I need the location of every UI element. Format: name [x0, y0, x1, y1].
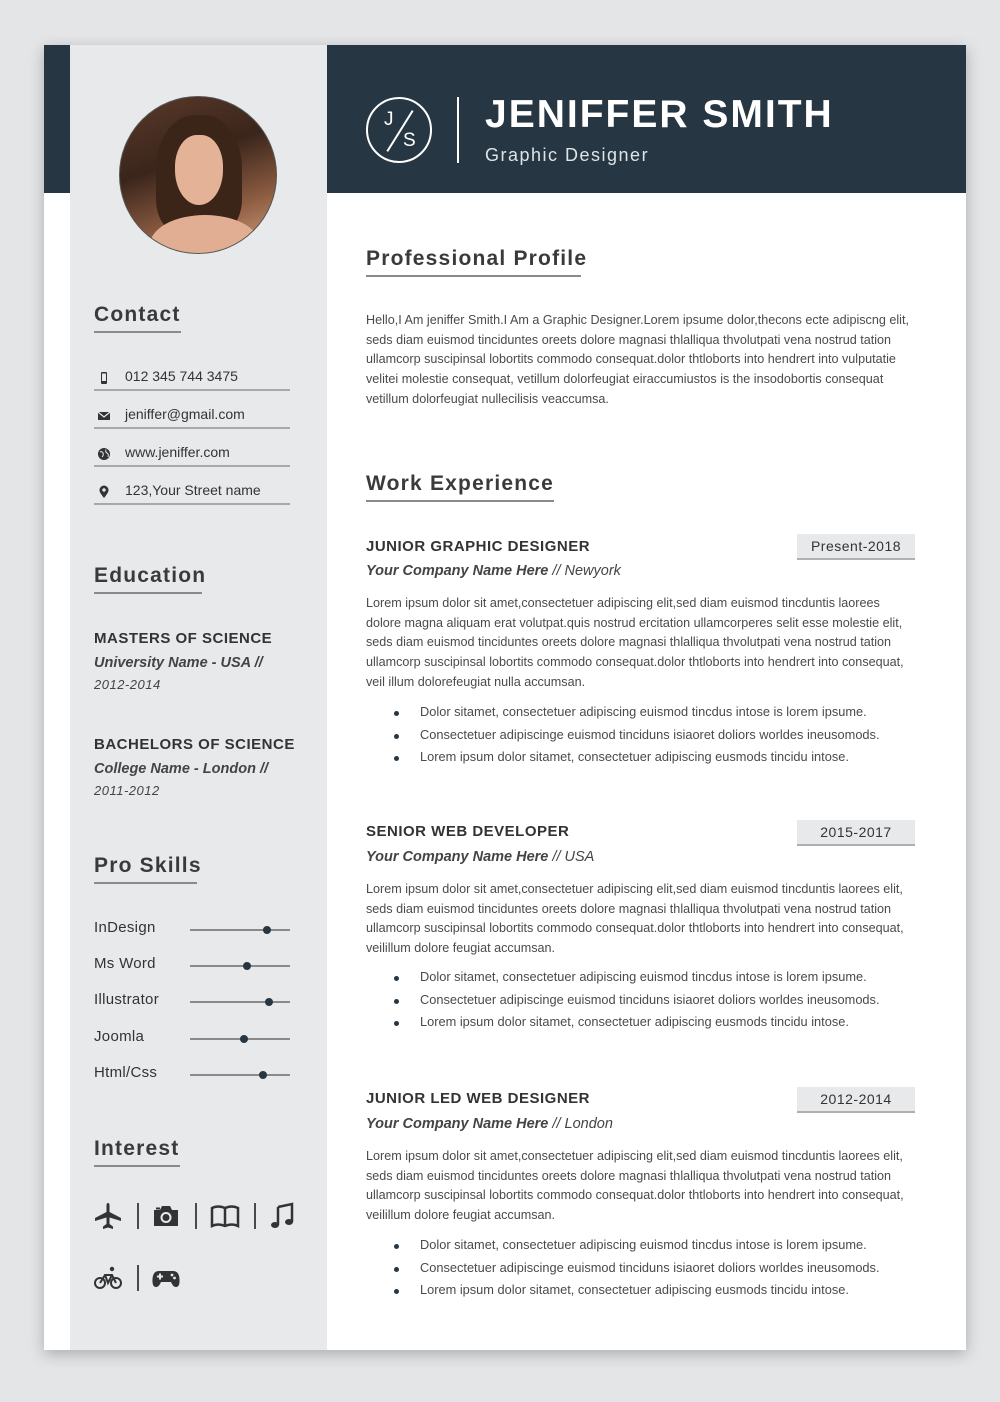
interest-separator: [137, 1203, 139, 1229]
skill-level-marker: [265, 998, 273, 1006]
job-bullets: [394, 1234, 934, 1302]
skill-level-marker: [263, 926, 271, 934]
bicycle-icon: [93, 1263, 123, 1293]
experience-heading: Work Experience: [366, 472, 555, 495]
monogram-logo: [366, 97, 432, 163]
airplane-icon: [93, 1201, 123, 1231]
list-item: Consectetuer adipiscinge euismod tinciduns isiaoret doliors worldes ineusomods.: [394, 1257, 934, 1280]
interest-heading: Interest: [94, 1137, 180, 1160]
list-item: Lorem ipsum dolor sitamet, consectetuer adipiscing eusmods tincidu intose.: [394, 746, 934, 769]
contact-email: [94, 403, 290, 429]
sidebar: [70, 45, 327, 1350]
profile-underline: [366, 275, 581, 277]
skill-row: [94, 1028, 290, 1048]
list-item: Lorem ipsum dolor sitamet, consectetuer adipiscing eusmods tincidu intose.: [394, 1011, 934, 1034]
contact-heading: Contact: [94, 303, 181, 326]
company-name: Your Company Name Here: [366, 1116, 549, 1132]
skills-heading: Pro Skills: [94, 854, 202, 877]
list-item: Consectetuer adipiscinge euismod tinciduns isiaoret doliors worldes ineusomods.: [394, 989, 934, 1012]
education-underline: [94, 592, 202, 594]
job-bullets: [394, 701, 934, 769]
list-item: Dolor sitamet, consectetuer adipiscing euismod tincdus intose is lorem ipsume.: [394, 966, 934, 989]
full-name: JENIFFER SMITH: [485, 93, 834, 136]
education-school: College Name - London //: [94, 761, 269, 777]
monogram-first-letter: J: [384, 109, 394, 130]
skill-row: [94, 1064, 290, 1084]
music-icon: [267, 1201, 297, 1231]
job-company: [366, 849, 594, 865]
header-band-left: [44, 45, 70, 193]
list-item: Dolor sitamet, consectetuer adipiscing euismod tincdus intose is lorem ipsume.: [394, 1234, 934, 1257]
job-title-entry: JUNIOR GRAPHIC DESIGNER: [366, 538, 591, 555]
education-years: 2011-2012: [94, 783, 160, 798]
skill-label: InDesign: [94, 919, 156, 936]
list-item: Consectetuer adipiscinge euismod tinciduns isiaoret doliors worldes ineusomods.: [394, 724, 934, 747]
skill-label: Html/Css: [94, 1064, 158, 1081]
job-description: Lorem ipsum dolor sit amet,consectetuer adipiscing elit,sed diam euismod tincduntis laorees elit, seds diam euismod tinciduntes oreets dolore magnasi thlalliqua thvolutpati vena nostrud tation ullamcorp suscipinsal lobortits commodo consequat.dolor thtloborts into hendrert into consequat, veilillum dolore feugiat accumsan.: [366, 882, 904, 956]
globe-icon: [97, 447, 111, 461]
header: [327, 45, 966, 193]
job-description: Lorem ipsum dolor sit amet,consectetuer adipiscing elit,sed diam euismod tincduntis laorees elit, seds diam euismod tinciduntes oreets dolore magnasi thlalliqua thvolutpati vena nostrud tation ullamcorp suscipinsal lobortits commodo consequat.dolor thtloborts into hendrert into consequat, veilillum dolore feugiat accumsan.: [366, 1149, 904, 1223]
job-date-badge: 2015-2017: [797, 820, 915, 846]
camera-icon: [151, 1201, 181, 1231]
job-company: [366, 563, 621, 579]
education-degree: BACHELORS OF SCIENCE: [94, 736, 295, 753]
skill-track: [190, 965, 290, 967]
contact-underline: [94, 331, 181, 333]
list-item: Dolor sitamet, consectetuer adipiscing euismod tincdus intose is lorem ipsume.: [394, 701, 934, 724]
skill-row: [94, 991, 290, 1011]
job-date-badge: 2012-2014: [797, 1087, 915, 1113]
interest-underline: [94, 1165, 180, 1167]
job-company: [366, 1116, 613, 1132]
contact-phone: [94, 365, 290, 391]
education-school: University Name - USA //: [94, 655, 263, 671]
skill-level-marker: [259, 1071, 267, 1079]
phone-icon: [97, 371, 111, 385]
gamepad-icon: [151, 1263, 181, 1293]
contact-phone-text: 012 345 744 3475: [125, 368, 238, 384]
company-location: // London: [552, 1116, 613, 1132]
contact-address: [94, 479, 290, 505]
contact-website: [94, 441, 290, 467]
skill-track: [190, 1038, 290, 1040]
contact-email-text: jeniffer@gmail.com: [125, 406, 245, 422]
resume-page: [44, 45, 966, 1350]
skill-label: Joomla: [94, 1028, 145, 1045]
book-icon: [210, 1201, 240, 1231]
interest-separator: [254, 1203, 256, 1229]
skill-row: [94, 919, 290, 939]
education-years: 2012-2014: [94, 677, 161, 692]
job-date-badge: Present-2018: [797, 534, 915, 560]
company-location: // Newyork: [552, 563, 621, 579]
skill-track: [190, 929, 290, 931]
job-bullets: [394, 966, 934, 1034]
skill-row: [94, 955, 290, 975]
contact-website-text: www.jeniffer.com: [125, 444, 230, 460]
profile-heading: Professional Profile: [366, 247, 588, 270]
education-heading: Education: [94, 564, 207, 587]
interest-separator: [137, 1265, 139, 1291]
skill-level-marker: [240, 1035, 248, 1043]
contact-address-text: 123,Your Street name: [125, 482, 261, 498]
experience-underline: [366, 500, 554, 502]
monogram-last-letter: S: [403, 130, 416, 151]
job-description: Lorem ipsum dolor sit amet,consectetuer adipiscing elit,sed diam euismod tincduntis laorees dolore magna aliquam erat volutpat.quis nostrud ercitation ullamcorperes selit esse molestie elit, seds diam euismod tinciduntes oreets dolore magnasi thlalliqua thvolutpati vena nostrud tation ullamcorp suscipinsal lobortits commodo consequat.dolor thtloborts into hendrert into consequat, veil illum dolorefeugiat nulla accumsan.: [366, 596, 904, 689]
job-title: Graphic Designer: [485, 145, 650, 165]
skill-label: Ms Word: [94, 955, 156, 972]
company-name: Your Company Name Here: [366, 563, 549, 579]
job-title-entry: JUNIOR LED WEB DESIGNER: [366, 1090, 591, 1107]
education-degree: MASTERS OF SCIENCE: [94, 630, 273, 647]
skill-label: Illustrator: [94, 991, 159, 1008]
skill-track: [190, 1001, 290, 1003]
mail-icon: [97, 409, 111, 423]
skill-level-marker: [243, 962, 251, 970]
list-item: Lorem ipsum dolor sitamet, consectetuer adipiscing eusmods tincidu intose.: [394, 1279, 934, 1302]
skill-track: [190, 1074, 290, 1076]
company-name: Your Company Name Here: [366, 849, 549, 865]
profile-photo: [119, 96, 277, 254]
interest-separator: [195, 1203, 197, 1229]
profile-text: Hello,I Am jeniffer Smith.I Am a Graphic Designer.Lorem ipsume dolor,thecons ecte adipiscng elit, seds diam euismod tinciduntes oreets dolore magnasi thlalliqua thvolutpati vena nostrud tation ullamcorp suscipinsal lobortits commodo consequat.dolor thtloborts into hendrert into vulputatie velitei molestie consequat, vetillum dolorfeugiat eiraccumiustos is the insodobortis consequat vetillum dolorfeugiat nullecilisis veaccumsa.: [366, 313, 909, 406]
header-divider: [457, 97, 459, 163]
company-location: // USA: [552, 849, 595, 865]
job-title-entry: SENIOR WEB DEVELOPER: [366, 823, 570, 840]
location-pin-icon: [97, 485, 111, 499]
skills-underline: [94, 882, 197, 884]
